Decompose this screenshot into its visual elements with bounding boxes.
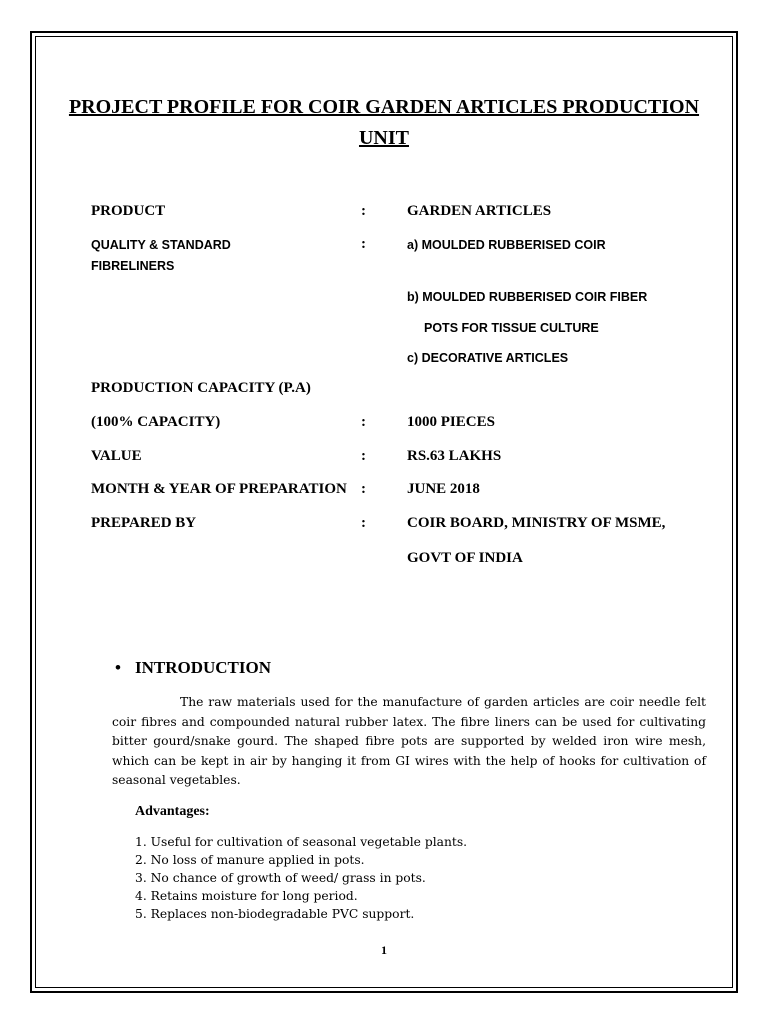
advantage-item: 2. No loss of manure applied in pots. xyxy=(135,853,365,867)
month-year-label: MONTH & YEAR OF PREPARATION xyxy=(91,481,347,497)
advantage-item: 3. No chance of growth of weed/ grass in pots. xyxy=(135,871,426,885)
prepared-by-colon: : xyxy=(361,515,366,531)
value-label: VALUE xyxy=(91,448,142,464)
advantages-list xyxy=(135,833,467,923)
product-label: PRODUCT xyxy=(91,203,166,219)
quality-label-line2: FIBRELINERS xyxy=(91,259,175,273)
month-year-colon: : xyxy=(361,481,366,497)
advantage-item: 5. Replaces non-biodegradable PVC support. xyxy=(135,907,415,921)
quality-value-b-cont: POTS FOR TISSUE CULTURE xyxy=(424,321,599,335)
month-year-value: JUNE 2018 xyxy=(407,481,480,497)
advantage-item: 4. Retains moisture for long period. xyxy=(135,889,358,903)
capacity-colon: : xyxy=(361,414,366,430)
quality-label: QUALITY & STANDARD xyxy=(91,238,231,252)
quality-value-c: c) DECORATIVE ARTICLES xyxy=(407,351,569,365)
quality-value-b: b) MOULDED RUBBERISED COIR FIBER xyxy=(407,290,648,304)
capacity-label: PRODUCTION CAPACITY (P.A) xyxy=(91,380,311,396)
product-value: GARDEN ARTICLES xyxy=(407,203,552,219)
advantages-heading: Advantages: xyxy=(135,804,210,819)
prepared-by-label: PREPARED BY xyxy=(91,515,197,531)
introduction-heading xyxy=(115,658,271,678)
introduction-paragraph xyxy=(112,693,706,791)
capacity-value: 1000 PIECES xyxy=(407,414,495,430)
introduction-paragraph-text: The raw materials used for the manufacture of garden articles are coir needle felt coir fibres and compounded natural rubber latex. The fibre liners can be used for cultivating bitter gourd/snake gourd. The shaped fibre pots are supported by welded iron wire mesh, which can be kept in air by hanging it from GI wires with the help of hooks for cultivation of seasonal vegetables. xyxy=(112,695,706,788)
quality-value-a: a) MOULDED RUBBERISED COIR xyxy=(407,238,606,252)
prepared-by-value-line2: GOVT OF INDIA xyxy=(407,550,523,566)
page-number: 1 xyxy=(381,943,387,957)
prepared-by-value: COIR BOARD, MINISTRY OF MSME, xyxy=(407,515,666,531)
value-value: RS.63 LAKHS xyxy=(407,448,502,464)
capacity-pct-label: (100% CAPACITY) xyxy=(91,414,221,430)
document-title: PROJECT PROFILE FOR COIR GARDEN ARTICLES PRODUCTION UNIT xyxy=(68,96,700,149)
introduction-heading-text: INTRODUCTION xyxy=(135,658,272,677)
advantage-item: 1. Useful for cultivation of seasonal vegetable plants. xyxy=(135,835,468,849)
bullet-icon: • xyxy=(115,658,121,677)
quality-colon: : xyxy=(361,236,366,252)
value-colon: : xyxy=(361,448,366,464)
product-colon: : xyxy=(361,203,366,219)
